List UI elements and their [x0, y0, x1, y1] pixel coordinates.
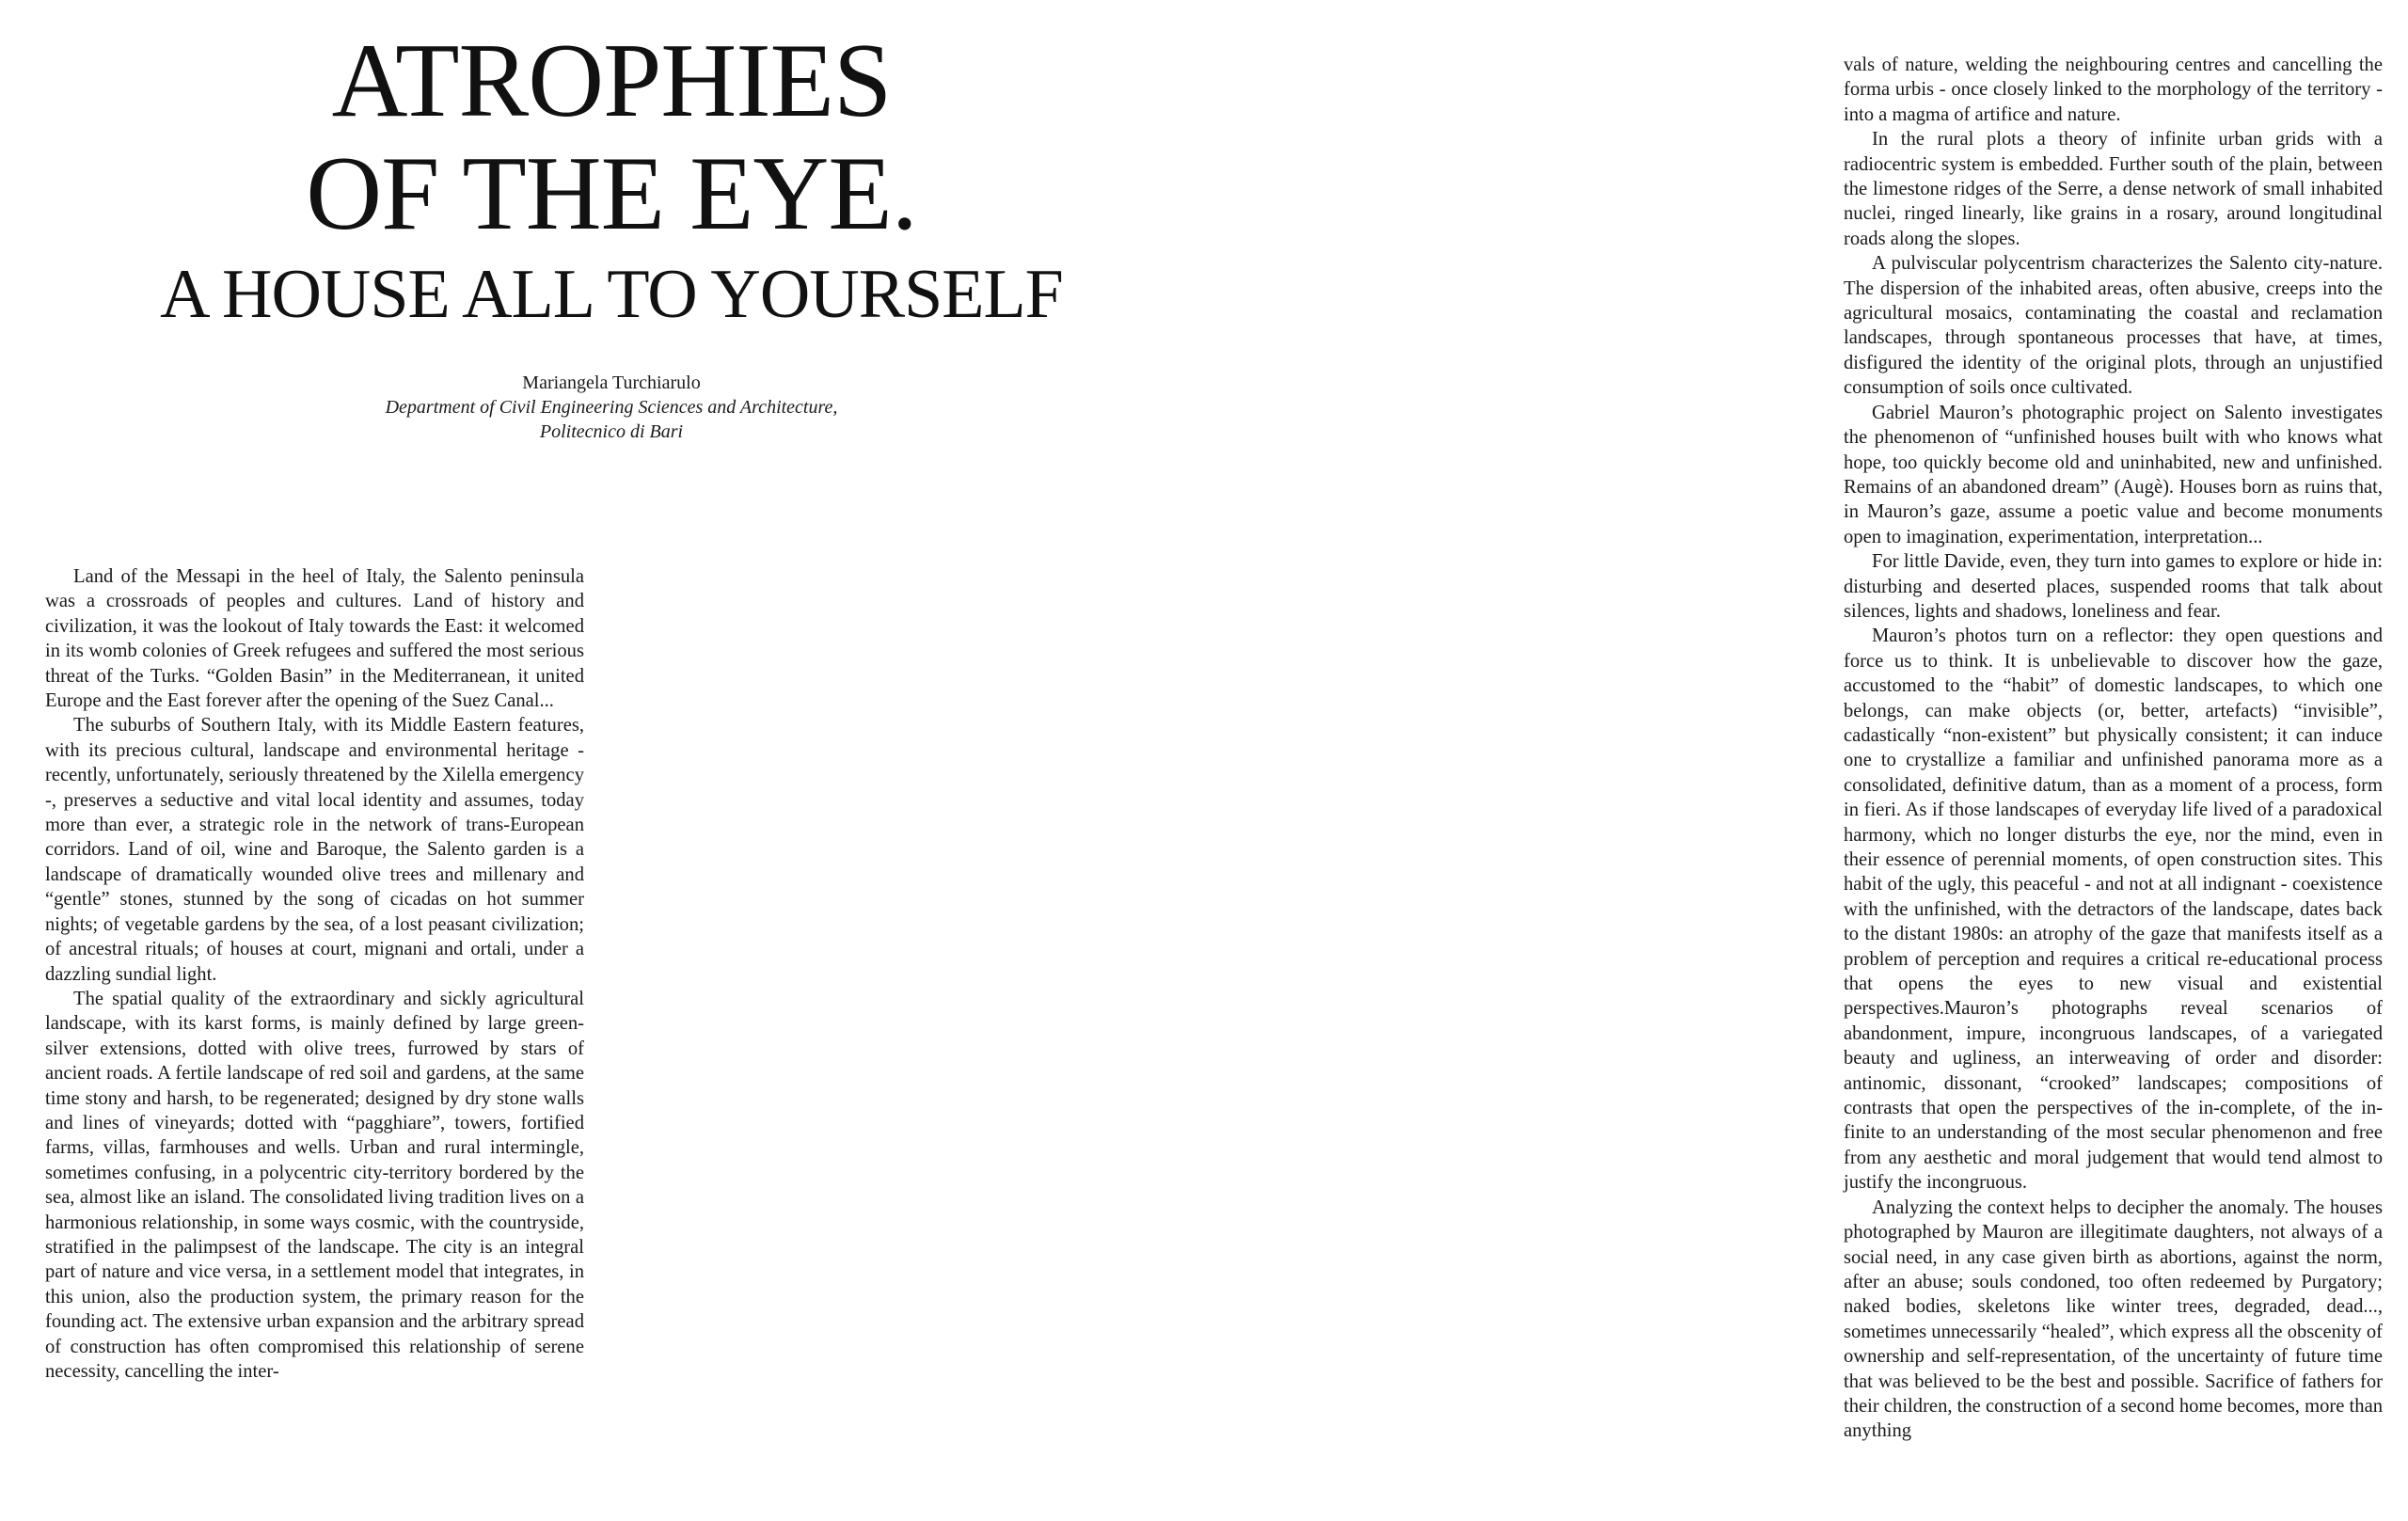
left-text-column	[45, 564, 584, 1384]
article-title-line-2: OF THE EYE.	[306, 135, 917, 252]
paragraph: The suburbs of Southern Italy, with its Middle Eastern features, with its precious cultural, landscape and environmental heritage - recently, unfortunately, seriously threatened by the Xilella emergency -, preserves a seductive and vital local identity and assumes, today more than ever, a strategic role in the network of trans-European corridors. Land of oil, wine and Baroque, the Salento garden is a landscape of dramatically wounded olive trees and millenary and “gentle” stones, stunned by the song of cicadas on hot summer nights; of vegetable gardens by the sea, of a lost peasant civilization; of ancestral rituals; of houses at court, mignani and ortali, under a dazzling sundial light.	[45, 715, 584, 985]
paragraph: Mauron’s photos turn on a reflector: they open questions and force us to think. It is unbelievable to discover how the gaze, accustomed to the “habit” of domestic landscapes, to which one belongs, can make objects (or, better, artefacts) “invisible”, cadastically “non-existent” but physically consistent; it can induce one to crystallize a familiar and unfinished panorama more as a consolidated, definitive datum, than as a moment of a process, form in fieri. As if those landscapes of everyday life lived of a paradoxical harmony, which no longer disturbs the eye, nor the mind, even in their essence of perennial moments, of open construction sites. This habit of the ugly, this peaceful - and not at all indignant - coexistence with the unfinished, with the detractors of the landscape, dates back to the distant 1980s: an atrophy of the gaze that manifests itself as a problem of perception and requires a critical re-educational process that opens the eyes to new visual and existential perspectives.Mauron’s photographs reveal scenarios of abandonment, impure, incongruous landscapes, of a variegated beauty and ugliness, an interweaving of order and disorder: antinomic, dissonant, “crooked” landscapes; compositions of contrasts that open the perspectives of the in-complete, of the in-finite to an understanding of the most secular phenomenon and free from any aesthetic and moral judgement that would tend almost to justify the incongruous.	[1844, 626, 2383, 1194]
article-subtitle: A HOUSE ALL TO YOURSELF	[160, 256, 1063, 333]
paragraph: For little Davide, even, they turn into games to explore or hide in: disturbing and deserted places, suspended rooms that talk about silences, lights and shadows, loneliness and fear.	[1844, 551, 2383, 622]
article-header	[103, 23, 1119, 444]
paragraph: The spatial quality of the extraordinary and sickly agricultural landscape, with its karst forms, is mainly defined by large green-silver extensions, dotted with olive trees, furrowed by stars of ancient roads. A fertile landscape of red soil and gardens, at the same time stony and harsh, to be regenerated; designed by dry stone walls and lines of vineyards; dotted with “pagghiare”, towers, fortified farms, villas, farmhouses and wells. Urban and rural intermingle, sometimes confusing, in a polycentric city-territory bordered by the sea, almost like an island. The consolidated living tradition lives on a harmonious relationship, in some ways cosmic, with the countryside, stratified in the palimpsest of the landscape. The city is an integral part of nature and vice versa, in a settlement model that integrates, in this union, also the production system, the primary reason for the founding act. The extensive urban expansion and the arbitrary spread of construction has often compromised this relationship of serene necessity, cancelling the inter-	[45, 988, 584, 1382]
paragraph: Land of the Messapi in the heel of Italy, the Salento peninsula was a crossroads of peoples and cultures. Land of history and civilization, it was the lookout of Italy towards the East: it welcomed in its womb colonies of Greek refugees and suffered the most serious threat of the Turks. “Golden Basin” in the Mediterranean, it united Europe and the East forever after the opening of the Suez Canal...	[45, 566, 584, 712]
right-text-column	[1844, 53, 2383, 1444]
paragraph: Gabriel Mauron’s photographic project on Salento investigates the phenomenon of “unfinished houses built with who knows what hope, too quickly become old and uninhabited, new and unfinished. Remains of an abandoned dream” (Augè). Houses born as ruins that, in Mauron’s gaze, assume a poetic value and become monuments open to imagination, experimentation, interpretation...	[1844, 402, 2383, 547]
author-affiliation-line-1: Department of Civil Engineering Sciences and Architecture,	[385, 397, 838, 418]
author-name: Mariangela Turchiarulo	[522, 372, 701, 393]
paragraph: In the rural plots a theory of infinite urban grids with a radiocentric system is embedded. Further south of the plain, between the limestone ridges of the Serre, a dense network of small inhabited nuclei, ringed linearly, like grains in a rosary, around longitudinal roads along the slopes.	[1844, 129, 2383, 249]
author-affiliation-line-2: Politecnico di Bari	[539, 421, 684, 442]
article-title-line-1: ATROPHIES	[331, 23, 892, 139]
paragraph: A pulviscular polycentrism characterizes the Salento city-nature. The dispersion of the inhabited areas, often abusive, creeps into the agricultural mosaics, contaminating the coastal and reclamation landscapes, through spontaneous processes that have, at times, disfigured the identity of the original plots, through an unjustified consumption of soils once cultivated.	[1844, 253, 2383, 399]
paragraph-continuation: vals of nature, welding the neighbouring centres and cancelling the forma urbis - once closely linked to the morphology of the territory - into a magma of artifice and nature.	[1844, 55, 2383, 125]
paragraph: Analyzing the context helps to decipher the anomaly. The houses photographed by Mauron are illegitimate daughters, not always of a social need, in any case given birth as abortions, against the norm, after an abuse; souls condoned, too often redeemed by Purgatory; naked bodies, skeletons like winter trees, degraded, dead..., sometimes unnecessarily “healed”, which express all the obscenity of ownership and self-representation, of the uncertainty of future time that was believed to be the best and possible. Sacrifice of fathers for their children, the construction of a second home becomes, more than anything	[1844, 1196, 2384, 1442]
